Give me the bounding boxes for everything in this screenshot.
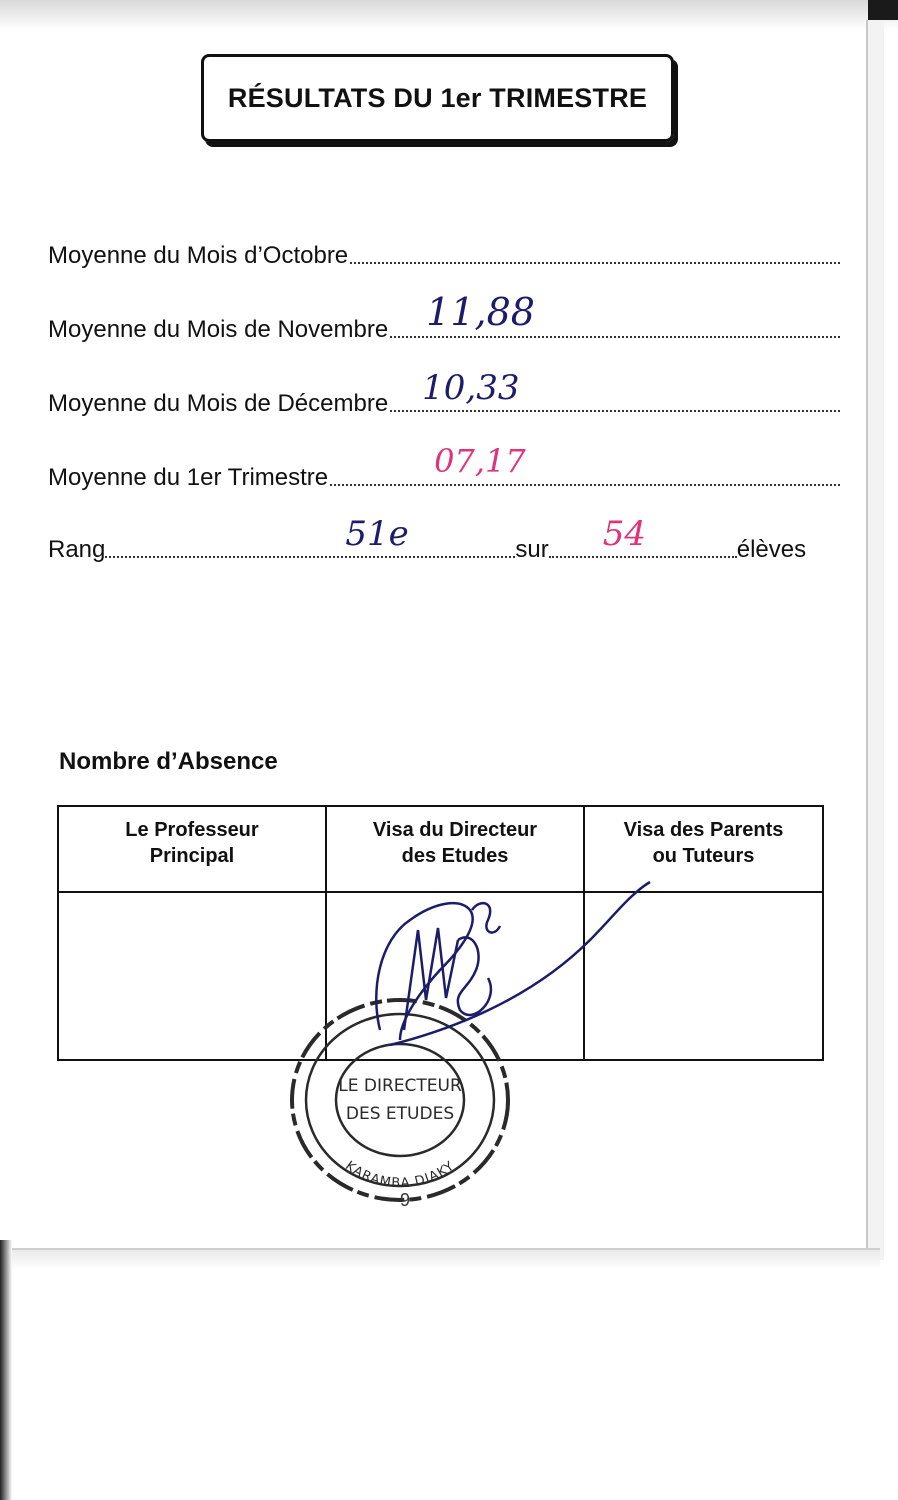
october-average-line: [48, 236, 840, 270]
trimester-average-value: 07,17: [434, 442, 526, 480]
dotted-leader: [549, 514, 737, 558]
absence-title: Nombre d’Absence: [59, 748, 278, 775]
trimester-average-line: [48, 442, 840, 492]
dotted-leader: [390, 290, 840, 338]
dotted-leader: [330, 442, 840, 486]
title-box: [201, 54, 674, 142]
december-average-label: Moyenne du Mois de Décembre: [48, 390, 389, 417]
page-edge-bottom: [0, 1248, 880, 1270]
class-size-value: 54: [602, 514, 646, 554]
rank-line: [48, 514, 842, 564]
header-line: des Etudes: [401, 845, 509, 867]
november-average-line: [48, 290, 840, 344]
eleves-label: élèves: [736, 536, 807, 563]
dotted-leader: [350, 238, 840, 264]
stamp-center-line2: DES ETUDES: [345, 1104, 455, 1124]
svg-text:KARAMBA DIAKY: [342, 1159, 457, 1192]
trimester-average-label: Moyenne du 1er Trimestre: [48, 464, 329, 491]
header-line: ou Tuteurs: [652, 845, 755, 867]
october-average-label: Moyenne du Mois d’Octobre: [48, 242, 349, 269]
header-line: Le Professeur: [125, 819, 259, 841]
december-average-line: [48, 368, 840, 418]
director-signature: [360, 880, 660, 1060]
header-line: Principal: [149, 845, 235, 867]
sur-label: sur: [515, 536, 549, 563]
column-header-professor: [58, 806, 326, 892]
december-average-value: 10,33: [422, 368, 520, 408]
november-average-label: Moyenne du Mois de Novembre: [48, 316, 389, 343]
november-average-value: 11,88: [426, 290, 535, 334]
scan-shadow: [0, 1240, 12, 1500]
header-line: Visa des Parents: [623, 819, 784, 841]
header-line: Visa du Directeur: [372, 819, 538, 841]
dotted-leader: [105, 514, 515, 558]
dotted-leader: [390, 368, 840, 412]
stamp-center-line1: LE DIRECTEUR: [338, 1076, 462, 1096]
page-title: RÉSULTATS DU 1er TRIMESTRE: [227, 82, 648, 113]
page-number: 9: [400, 1190, 411, 1210]
page-edge-right: [866, 20, 884, 1260]
scan-corner: [868, 0, 898, 20]
stamp-ring-text: KARAMBA DIAKY: [342, 1158, 458, 1192]
scan-edge: [0, 0, 898, 30]
rank-value: 51e: [345, 514, 409, 554]
rank-label: Rang: [48, 536, 106, 563]
